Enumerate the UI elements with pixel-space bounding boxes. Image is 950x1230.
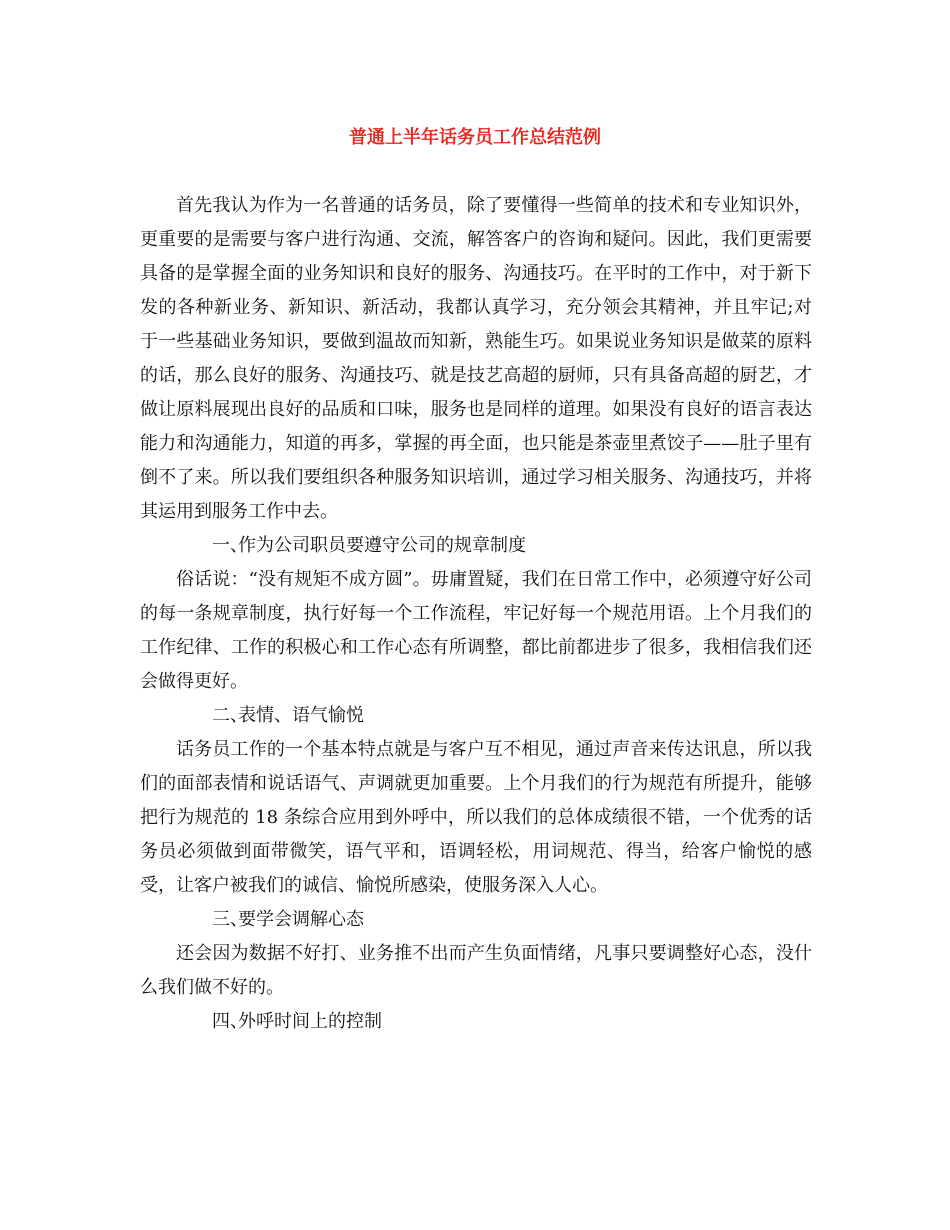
- section-title-2: 表情、语气愉悦: [238, 705, 364, 726]
- document-title: 普通上半年话务员工作总结范例: [349, 127, 601, 148]
- section-heading-1: [140, 529, 812, 563]
- section-paragraph-2: 话务员工作的一个基本特点就是与客户互不相见，通过声音来传达讯息，所以我们的面部表情和说话语气、声调就更加重要。上个月我们的行为规范有所提升，能够把行为规范的 18 条综合应用到外呼中，所以我们的总体成绩很不错，一个优秀的话务员必须做到面带微笑，语气平和，语调轻松，用词规范、得当，给客户愉悦的感受，让客户被我们的诚信、愉悦所感染，使服务深入人心。: [140, 739, 812, 896]
- section-heading-3: [140, 903, 812, 937]
- section-number-2: 二、: [212, 705, 248, 726]
- section-number-1: 一、: [212, 535, 248, 556]
- section-heading-2: [140, 699, 812, 733]
- section-number-3: 三、: [212, 909, 248, 930]
- document-body: [140, 189, 812, 1039]
- section-paragraph-1: 俗话说：“没有规矩不成方圆”。毋庸置疑，我们在日常工作中，必须遵守好公司的每一条规章制度，执行好每一个工作流程，牢记好每一个规范用语。上个月我们的工作纪律、工作的积极心和工作心态有所调整，都比前都进步了很多，我相信我们还会做得更好。: [140, 569, 812, 692]
- intro-paragraph: 首先我认为作为一名普通的话务员，除了要懂得一些简单的技术和专业知识外，更重要的是需要与客户进行沟通、交流，解答客户的咨询和疑问。因此，我们更需要具备的是掌握全面的业务知识和良好的服务、沟通技巧。在平时的工作中，对于新下发的各种新业务、新知识、新活动，我都认真学习，充分领会其精神，并且牢记;对于一些基础业务知识，要做到温故而知新，熟能生巧。如果说业务知识是做菜的原料的话，那么良好的服务、沟通技巧、就是技艺高超的厨师，只有具备高超的厨艺，才做让原料展现出良好的品质和口味，服务也是同样的道理。如果没有良好的语言表达能力和沟通能力，知道的再多，掌握的再全面，也只能是茶壶里煮饺子——肚子里有倒不了来。所以我们要组织各种服务知识培训，通过学习相关服务、沟通技巧，并将其运用到服务工作中去。: [140, 195, 812, 522]
- section-title-1: 作为公司职员要遵守公司的规章制度: [238, 535, 526, 556]
- section-paragraph-3: 还会因为数据不好打、业务推不出而产生负面情绪，凡事只要调整好心态，没什么我们做不好的。: [140, 943, 812, 998]
- section-title-4: 外呼时间上的控制: [238, 1011, 382, 1032]
- section-title-3: 要学会调解心态: [238, 909, 364, 930]
- section-number-4: 四、: [212, 1011, 248, 1032]
- section-heading-4: [140, 1005, 812, 1039]
